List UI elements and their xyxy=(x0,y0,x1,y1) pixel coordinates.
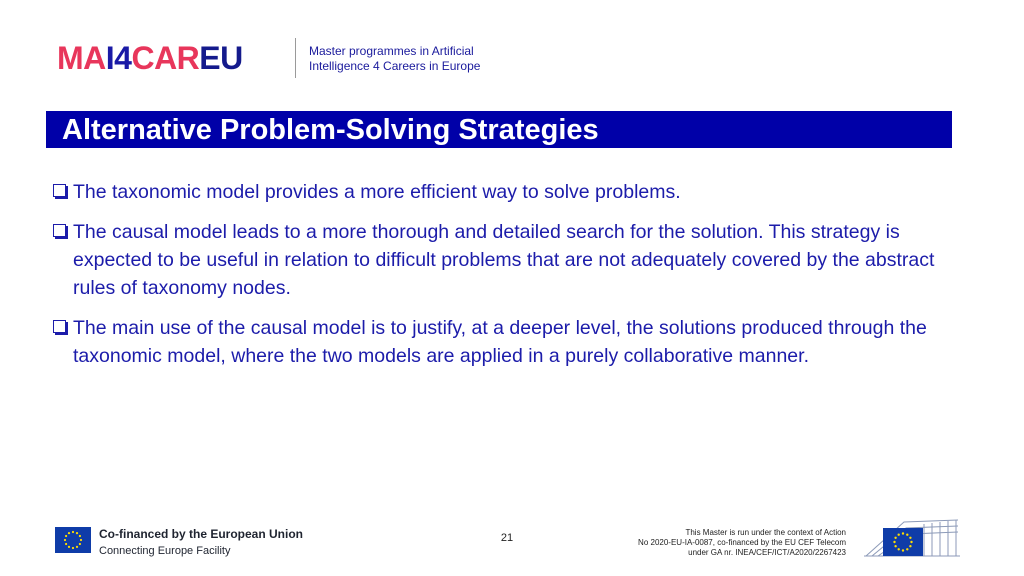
eu-cofinanced-text xyxy=(99,526,303,560)
footer-note-line: under GA nr. INEA/CEF/ICT/A2020/2267423 xyxy=(688,548,846,557)
bullet-item xyxy=(52,178,942,206)
eu-flag-icon xyxy=(55,527,91,553)
slide-title: Alternative Problem-Solving Strategies xyxy=(62,114,599,146)
cef-line: Connecting Europe Facility xyxy=(99,545,231,557)
header-tagline xyxy=(309,44,480,74)
mai4careu-logo xyxy=(57,40,243,76)
footer-note-line: No 2020-EU-IA-0087, co-financed by the EU CEF Telecom xyxy=(638,538,846,547)
slide-title-bar xyxy=(46,111,952,148)
logo-part-ma: MA xyxy=(57,40,106,76)
page-number: 21 xyxy=(500,532,514,544)
bullet-item xyxy=(52,218,942,302)
bullet-text: The main use of the causal model is to justify, at a deeper level, the solutions produced through the taxonomic model, where the two models are applied in a purely collaborative manner. xyxy=(73,317,927,367)
bullet-list xyxy=(52,178,942,382)
checkbox-bullet-icon xyxy=(53,224,66,237)
footer-note-line: This Master is run under the context of Action xyxy=(685,528,846,537)
logo-part-i4: I4 xyxy=(105,40,132,76)
bullet-text: The taxonomic model provides a more efficient way to solve problems. xyxy=(73,181,681,203)
checkbox-bullet-icon xyxy=(53,320,66,333)
logo-part-car: CAR xyxy=(131,40,200,76)
tagline-line-2: Intelligence 4 Careers in Europe xyxy=(309,59,481,73)
eu-cofinanced-line: Co-financed by the European Union xyxy=(99,527,304,541)
checkbox-bullet-icon xyxy=(53,184,66,197)
logo-part-eu: EU xyxy=(199,40,243,76)
footer-note xyxy=(638,528,846,558)
logo-divider xyxy=(295,38,296,78)
eu-flag-icon xyxy=(883,528,923,556)
bullet-item xyxy=(52,314,942,370)
tagline-line-1: Master programmes in Artificial xyxy=(309,44,474,58)
bullet-text: The causal model leads to a more thorough and detailed search for the solution. This strategy is expected to be useful in relation to difficult problems that are not adequately covered by the abstract rules of taxonomy nodes. xyxy=(73,221,935,299)
